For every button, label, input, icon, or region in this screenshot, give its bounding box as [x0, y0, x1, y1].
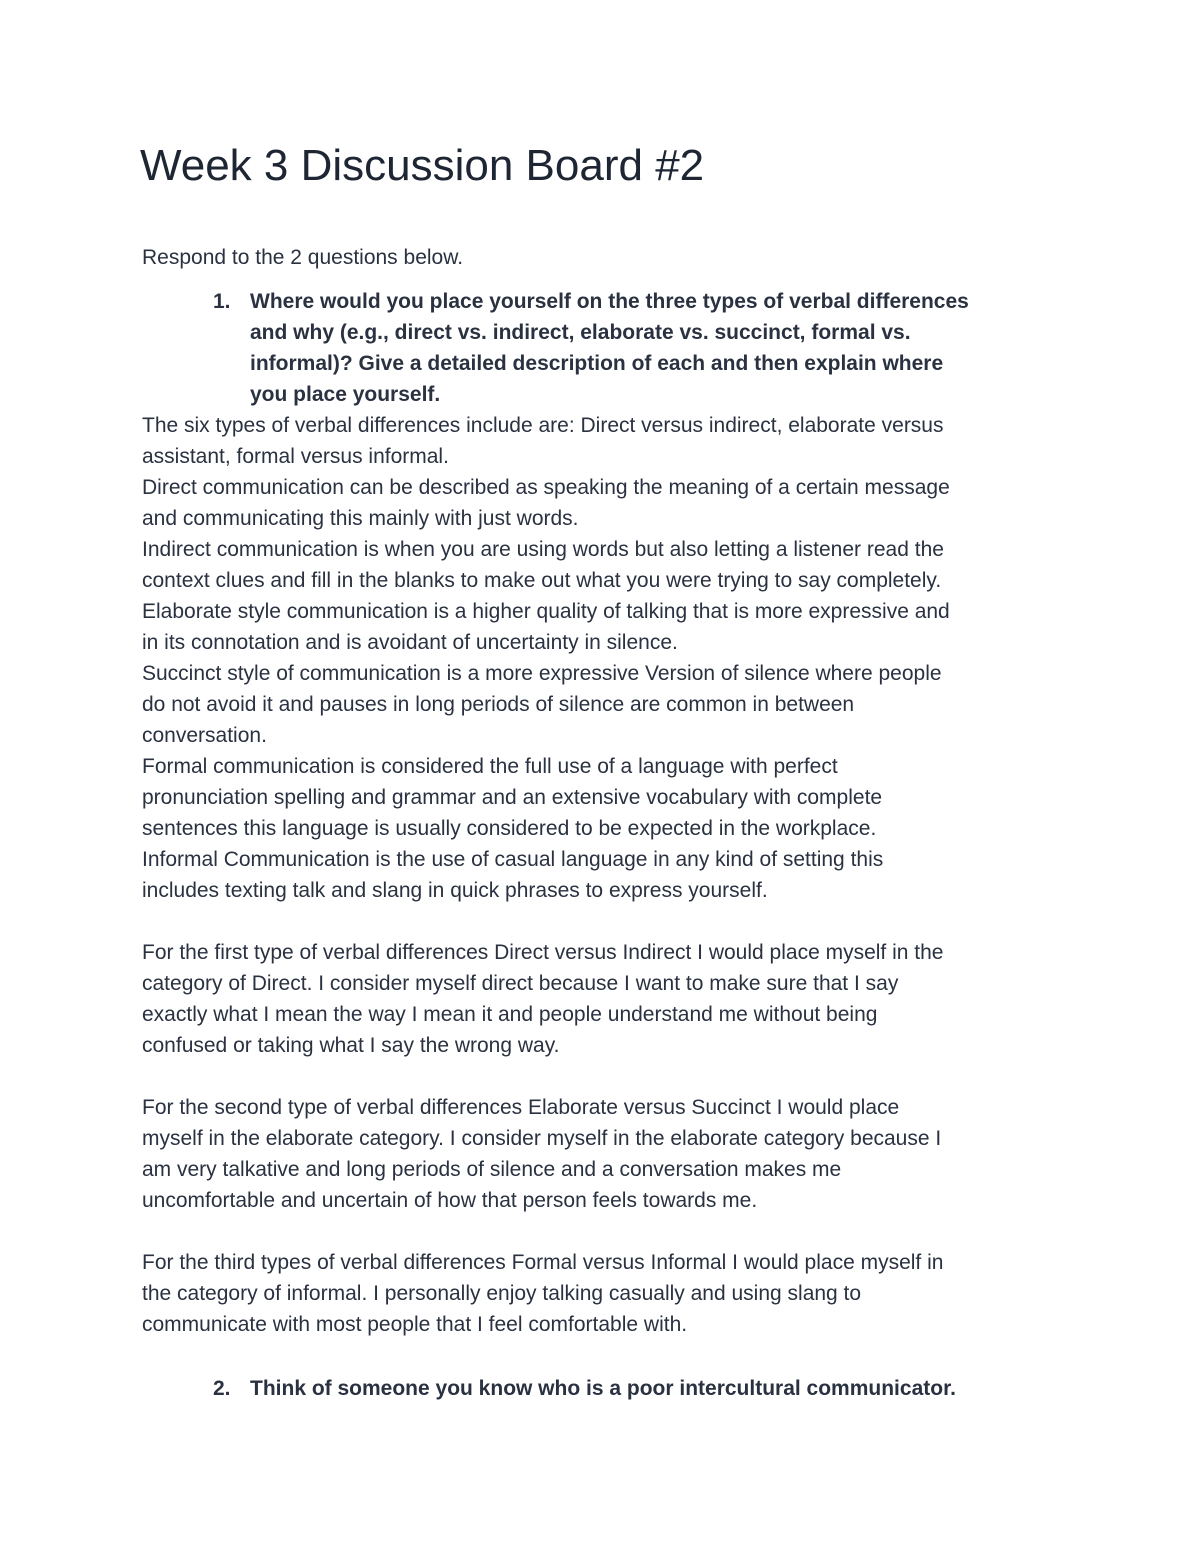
body-line: in its connotation and is avoidant of uncertainty in silence.	[142, 631, 678, 654]
body-line: For the first type of verbal differences Direct versus Indirect I would place myself in the	[142, 941, 944, 964]
body-line: category of Direct. I consider myself direct because I want to make sure that I say	[142, 972, 899, 995]
body-line: includes texting talk and slang in quick phrases to express yourself.	[142, 879, 768, 902]
body-line: assistant, formal versus informal.	[142, 445, 449, 468]
question-1-line: you place yourself.	[250, 383, 441, 406]
body-line: context clues and fill in the blanks to make out what you were trying to say completely.	[142, 569, 942, 592]
blank-line	[142, 1216, 1102, 1247]
question-2-number: 2.	[213, 1377, 231, 1400]
body-line: The six types of verbal differences include are: Direct versus indirect, elaborate versus	[142, 414, 944, 437]
body-line: confused or taking what I say the wrong way.	[142, 1034, 560, 1057]
answer-body	[142, 410, 1102, 1340]
body-line: am very talkative and long periods of silence and a conversation makes me	[142, 1158, 842, 1181]
question-2	[213, 1373, 1113, 1404]
body-line: Elaborate style communication is a higher quality of talking that is more expressive and	[142, 600, 950, 623]
body-line: uncomfortable and uncertain of how that person feels towards me.	[142, 1189, 758, 1212]
question-1-number: 1.	[213, 290, 231, 313]
question-1-line: and why (e.g., direct vs. indirect, elaborate vs. succinct, formal vs.	[250, 321, 911, 344]
question-1-line: informal)? Give a detailed description of each and then explain where	[250, 352, 944, 375]
body-line: Direct communication can be described as speaking the meaning of a certain message	[142, 476, 950, 499]
body-line: communicate with most people that I feel comfortable with.	[142, 1313, 688, 1336]
body-line: For the third types of verbal differences Formal versus Informal I would place myself in	[142, 1251, 944, 1274]
body-line: sentences this language is usually considered to be expected in the workplace.	[142, 817, 877, 840]
question-2-line: Think of someone you know who is a poor intercultural communicator.	[250, 1377, 956, 1400]
page-title: Week 3 Discussion Board #2	[140, 141, 705, 190]
intro-text: Respond to the 2 questions below.	[142, 246, 464, 269]
body-line: pronunciation spelling and grammar and an extensive vocabulary with complete	[142, 786, 883, 809]
body-line: do not avoid it and pauses in long periods of silence are common in between	[142, 693, 855, 716]
question-1-line: Where would you place yourself on the three types of verbal differences	[250, 290, 969, 313]
blank-line	[142, 906, 1102, 937]
body-line: Formal communication is considered the full use of a language with perfect	[142, 755, 838, 778]
body-line: the category of informal. I personally enjoy talking casually and using slang to	[142, 1282, 862, 1305]
body-line: For the second type of verbal differences Elaborate versus Succinct I would place	[142, 1096, 900, 1119]
body-line: myself in the elaborate category. I consider myself in the elaborate category because I	[142, 1127, 942, 1150]
blank-line	[142, 1061, 1102, 1092]
question-1	[213, 286, 1113, 410]
body-line: and communicating this mainly with just words.	[142, 507, 579, 530]
body-line: conversation.	[142, 724, 267, 747]
body-line: Succinct style of communication is a more expressive Version of silence where people	[142, 662, 942, 685]
body-line: Indirect communication is when you are using words but also letting a listener read the	[142, 538, 944, 561]
body-line: Informal Communication is the use of casual language in any kind of setting this	[142, 848, 884, 871]
body-line: exactly what I mean the way I mean it and people understand me without being	[142, 1003, 878, 1026]
